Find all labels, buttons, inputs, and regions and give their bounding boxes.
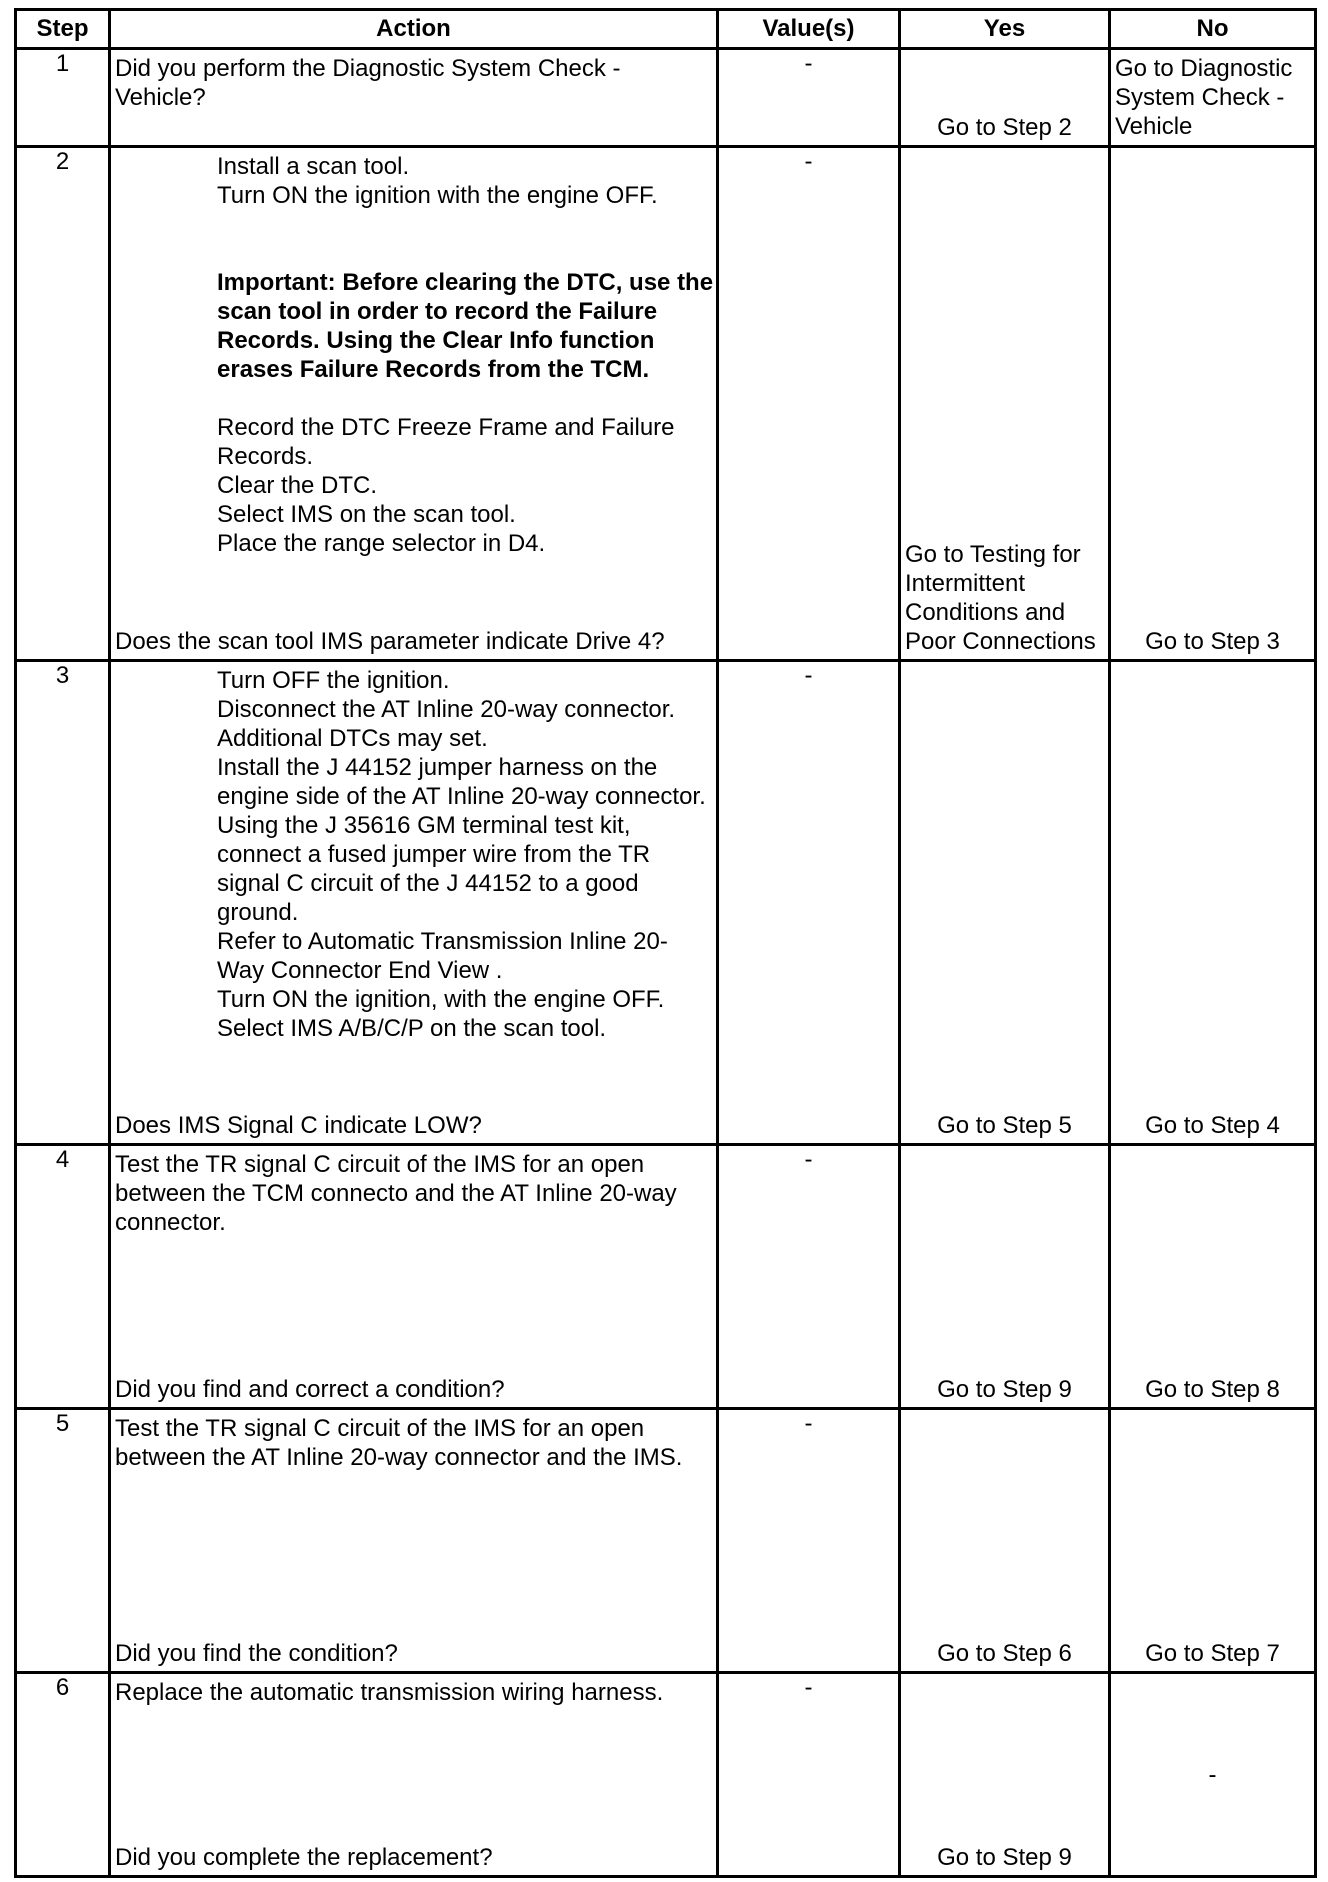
action-cell [110, 1409, 718, 1673]
instruction-line: Turn OFF the ignition. [217, 667, 450, 694]
no-link[interactable]: Go to Diagnostic System Check - Vehicle [1115, 55, 1293, 140]
question-text: Does the scan tool IMS parameter indicate Drive 4? [115, 628, 665, 655]
instruction-line: Turn ON the ignition, with the engine OFF. [217, 986, 665, 1013]
no-cell [1110, 147, 1316, 661]
table-header-row [16, 10, 1316, 49]
action-text: Vehicle? [115, 84, 206, 111]
table-row [16, 1145, 1316, 1409]
instruction-line: Turn ON the ignition with the engine OFF. [217, 182, 658, 209]
yes-cell [900, 49, 1110, 147]
step-number: 1 [16, 49, 110, 147]
table-row [16, 661, 1316, 1145]
step-number: 6 [16, 1673, 110, 1877]
action-cell [110, 1673, 718, 1877]
yes-link[interactable]: Go to Testing for Intermittent Conditions and Poor Connections [905, 541, 1096, 655]
no-cell [1110, 661, 1316, 1145]
instruction-line: Install a scan tool. [217, 153, 410, 180]
value-cell: - [718, 49, 900, 147]
action-cell [110, 1145, 718, 1409]
action-text: Replace the automatic transmission wiring harness. [115, 1679, 664, 1706]
no-link[interactable]: Go to Step 4 [1145, 1112, 1280, 1139]
no-cell [1110, 1145, 1316, 1409]
yes-link[interactable]: Go to Step 2 [937, 114, 1072, 141]
action-cell [110, 147, 718, 661]
value-cell: - [718, 1409, 900, 1673]
no-link[interactable]: Go to Step 8 [1145, 1376, 1280, 1403]
instruction-line: Select IMS A/B/C/P on the scan tool. [217, 1015, 607, 1042]
no-link[interactable]: Go to Step 3 [1145, 628, 1280, 655]
action-cell [110, 661, 718, 1145]
action-text: Test the TR signal C circuit of the IMS for an open between the TCM connecto and the AT Inline 20-way connector. [115, 1151, 677, 1236]
step-number: 2 [16, 147, 110, 661]
step-number: 4 [16, 1145, 110, 1409]
value-cell: - [718, 1673, 900, 1877]
instruction-line: Using the J 35616 GM terminal test kit, connect a fused jumper wire from the TR signal C circuit of the J 44152 to a good ground. [217, 812, 651, 926]
yes-cell [900, 147, 1110, 661]
no-cell [1110, 1673, 1316, 1877]
table-row [16, 147, 1316, 661]
yes-link[interactable]: Go to Step 6 [937, 1640, 1072, 1667]
yes-cell [900, 1673, 1110, 1877]
no-cell [1110, 49, 1316, 147]
header-yes: Yes [900, 10, 1110, 49]
instruction-line: Refer to Automatic Transmission Inline 20-Way Connector End View . [217, 928, 668, 984]
instruction-line: Select IMS on the scan tool. [217, 501, 516, 528]
value-cell: - [718, 147, 900, 661]
yes-cell [900, 1409, 1110, 1673]
no-cell [1110, 1409, 1316, 1673]
table-row [16, 1673, 1316, 1877]
table-row [16, 1409, 1316, 1673]
instruction-line: Record the DTC Freeze Frame and Failure Records. [217, 414, 675, 470]
yes-cell [900, 661, 1110, 1145]
step-number: 3 [16, 661, 110, 1145]
instruction-line: Clear the DTC. [217, 472, 378, 499]
header-action: Action [110, 10, 718, 49]
instruction-line: Place the range selector in D4. [217, 530, 546, 557]
value-cell: - [718, 1145, 900, 1409]
yes-link[interactable]: Go to Step 9 [937, 1376, 1072, 1403]
question-text: Did you find and correct a condition? [115, 1376, 505, 1403]
yes-link[interactable]: Go to Step 9 [937, 1844, 1072, 1871]
question-text: Did you complete the replacement? [115, 1844, 493, 1871]
table-row [16, 49, 1316, 147]
diagnostic-table [14, 8, 1317, 1878]
action-cell [110, 49, 718, 147]
instruction-line: Disconnect the AT Inline 20-way connector. Additional DTCs may set. [217, 696, 676, 752]
action-text: Did you perform the Diagnostic System Check - [115, 55, 621, 82]
instruction-line: Install the J 44152 jumper harness on the engine side of the AT Inline 20-way connector. [217, 754, 706, 810]
action-text: Test the TR signal C circuit of the IMS for an open between the AT Inline 20-way connector and the IMS. [115, 1415, 683, 1471]
step-number: 5 [16, 1409, 110, 1673]
header-step: Step [16, 10, 110, 49]
no-link[interactable]: Go to Step 7 [1145, 1640, 1280, 1667]
yes-cell [900, 1145, 1110, 1409]
question-text: Does IMS Signal C indicate LOW? [115, 1112, 482, 1139]
header-values: Value(s) [718, 10, 900, 49]
no-value: - [1208, 1761, 1217, 1788]
value-cell: - [718, 661, 900, 1145]
header-no: No [1110, 10, 1316, 49]
yes-link[interactable]: Go to Step 5 [937, 1112, 1072, 1139]
question-text: Did you find the condition? [115, 1640, 398, 1667]
important-note: Important: Before clearing the DTC, use the scan tool in order to record the Failure Records. Using the Clear Info function erases Failure Records from the TCM. [217, 269, 714, 383]
